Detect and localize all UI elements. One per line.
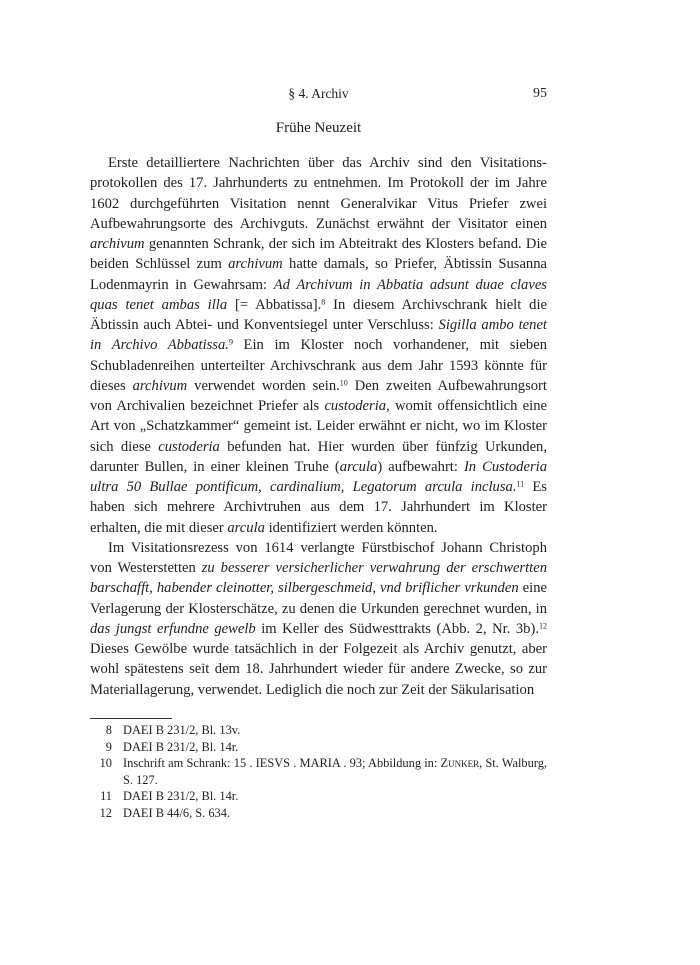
italic-text: archivum xyxy=(228,256,283,273)
footnote xyxy=(90,805,547,822)
running-title: § 4. Archiv xyxy=(288,86,349,101)
text-run: Ein im Kloster noch vorhandener, mit sieben Schubladenreihen unterteilter Archivschrank aus dem Jahr 1593 könnte für dieses xyxy=(90,337,547,394)
text-run: In diesem Archivschrank hielt die Äbtissin auch Abtei- und Konventsiegel unter Verschluss: xyxy=(90,296,547,333)
footnote xyxy=(90,755,547,788)
italic-text: archivum xyxy=(132,377,188,394)
italic-text: custoderia xyxy=(158,438,220,455)
text-run: , womit offensichtlich eine Art von „Schatzkammer“ gemeint ist. Leider erwähnt er nicht, wo im Kloster sich diese xyxy=(90,398,547,455)
text-run: Es haben sich mehrere Archivtruhen aus dem 17. Jahrhundert im Kloster erhalten, die mit dieser xyxy=(90,479,547,536)
text-run: Erste detailliertere Nachrichten über das Archiv sind den Visitationsprotokollen des 17. Jahrhunderts zu entnehmen. Im Protokoll der im Jahre 1602 durchgeführten Visitation nennt Generalvikar Vitus Priefer zwei Aufbewahrungsorte des Archivguts. Zunächst erwähnt der Visitator einen xyxy=(90,155,547,232)
footnote-marker: 9 xyxy=(228,337,233,347)
footnote-number: 9 xyxy=(105,739,112,754)
footnote-divider xyxy=(90,718,172,719)
text-run: Den zweiten Aufbewahrungsort von Archivalien bezeichnet Priefer als xyxy=(90,377,547,414)
footnote xyxy=(90,739,547,756)
footnote-number: 12 xyxy=(99,805,112,820)
footnote-marker: 11 xyxy=(516,479,525,489)
paragraph xyxy=(90,153,547,538)
footnote-text xyxy=(123,788,547,805)
text-run: , St. Walburg, S. 127. xyxy=(123,756,548,787)
footnote-number: 8 xyxy=(105,723,112,737)
italic-text: archivum xyxy=(90,236,145,252)
section-title: Frühe Neuzeit xyxy=(275,120,362,136)
italic-text: Sigilla ambo tenet in Archivo Abbatissa. xyxy=(90,317,547,354)
footnote-marker: 10 xyxy=(339,378,348,388)
text-run: befunden hat. Hier wurden über fünfzig Urkunden, darunter Bullen, in einer kleinen Truhe ( xyxy=(90,438,547,475)
italic-text: zu besserer versicherlicher verwahrung der erschwertten barschafft, habender cleinotter, silbergeschmeid, vnd briflicher vrkunden xyxy=(90,560,547,597)
text-run: genannten Schrank, der sich im Abteitrakt des Klosters befand. Die beiden Schlüssel zum xyxy=(90,236,547,273)
text-run: Im Visitationsrezess von 1614 verlangte Fürstbischof Johann Christoph von Westerstetten xyxy=(90,539,547,576)
text-run: DAEI B 231/2, Bl. 14r. xyxy=(123,739,239,754)
footnote-marker: 8 xyxy=(321,297,326,307)
running-head xyxy=(90,86,547,104)
italic-text: Ad Archivum in Abbatia adsunt duae claves quas tenet ambas illa xyxy=(90,276,547,313)
italic-text: arcula xyxy=(227,519,265,536)
footnote-text xyxy=(123,755,547,788)
italic-text: arcula xyxy=(339,458,378,475)
footnotes xyxy=(90,722,547,821)
text-run: identifiziert werden könnten. xyxy=(264,519,438,536)
italic-text: custoderia xyxy=(324,398,387,414)
author-name: Zunker xyxy=(440,756,480,770)
footnote xyxy=(90,788,547,805)
footnote-text xyxy=(123,722,547,739)
text-run: verwendet worden sein. xyxy=(187,377,340,394)
italic-text: In Custoderia ultra 50 Bullae pontificum, cardinalium, Legatorum arcula inclusa. xyxy=(90,458,547,495)
footnote-number: 11 xyxy=(100,789,112,803)
text-run: DAEI B 44/6, S. 634. xyxy=(123,805,231,820)
footnote-text xyxy=(123,805,547,822)
footnote xyxy=(90,722,547,739)
text-run: hatte damals, so Priefer, Äbtissin Susanna Lodenmayrin in Gewahrsam: xyxy=(90,256,548,293)
footnote-number: 10 xyxy=(99,756,112,770)
text-run: DAEI B 231/2, Bl. 14r. xyxy=(123,789,239,803)
text-run: Inschrift am Schrank: 15 . IESVS . MARIA . 93; Abbildung in: xyxy=(123,756,441,770)
footnote-marker: 12 xyxy=(539,621,547,631)
text-run: Dieses Gewölbe wurde tatsächlich in der Folgezeit als Archiv genutzt, aber wohl spätestens seit dem 18. Jahrhundert wieder für andere Zwecke, so zur Materiallagerung, verwendet. Lediglich die noch zur Zeit der Säkularisation xyxy=(90,641,547,698)
text-run: eine Verlagerung der Klosterschätze, zu denen die Urkunden gerechnet wurden, in xyxy=(90,580,547,617)
text-run: [= Abbatissa]. xyxy=(227,296,322,313)
italic-text: das jungst erfundne gewelb xyxy=(90,620,256,637)
body-text xyxy=(90,153,547,700)
paragraph xyxy=(90,538,547,700)
text-run: ) aufbewahrt: xyxy=(377,458,464,475)
footnote-text xyxy=(123,739,547,756)
page-number: 95 xyxy=(533,86,547,101)
text-run: im Keller des Südwesttrakts (Abb. 2, Nr. 3b). xyxy=(255,620,539,637)
text-run: DAEI B 231/2, Bl. 13v. xyxy=(123,723,241,737)
